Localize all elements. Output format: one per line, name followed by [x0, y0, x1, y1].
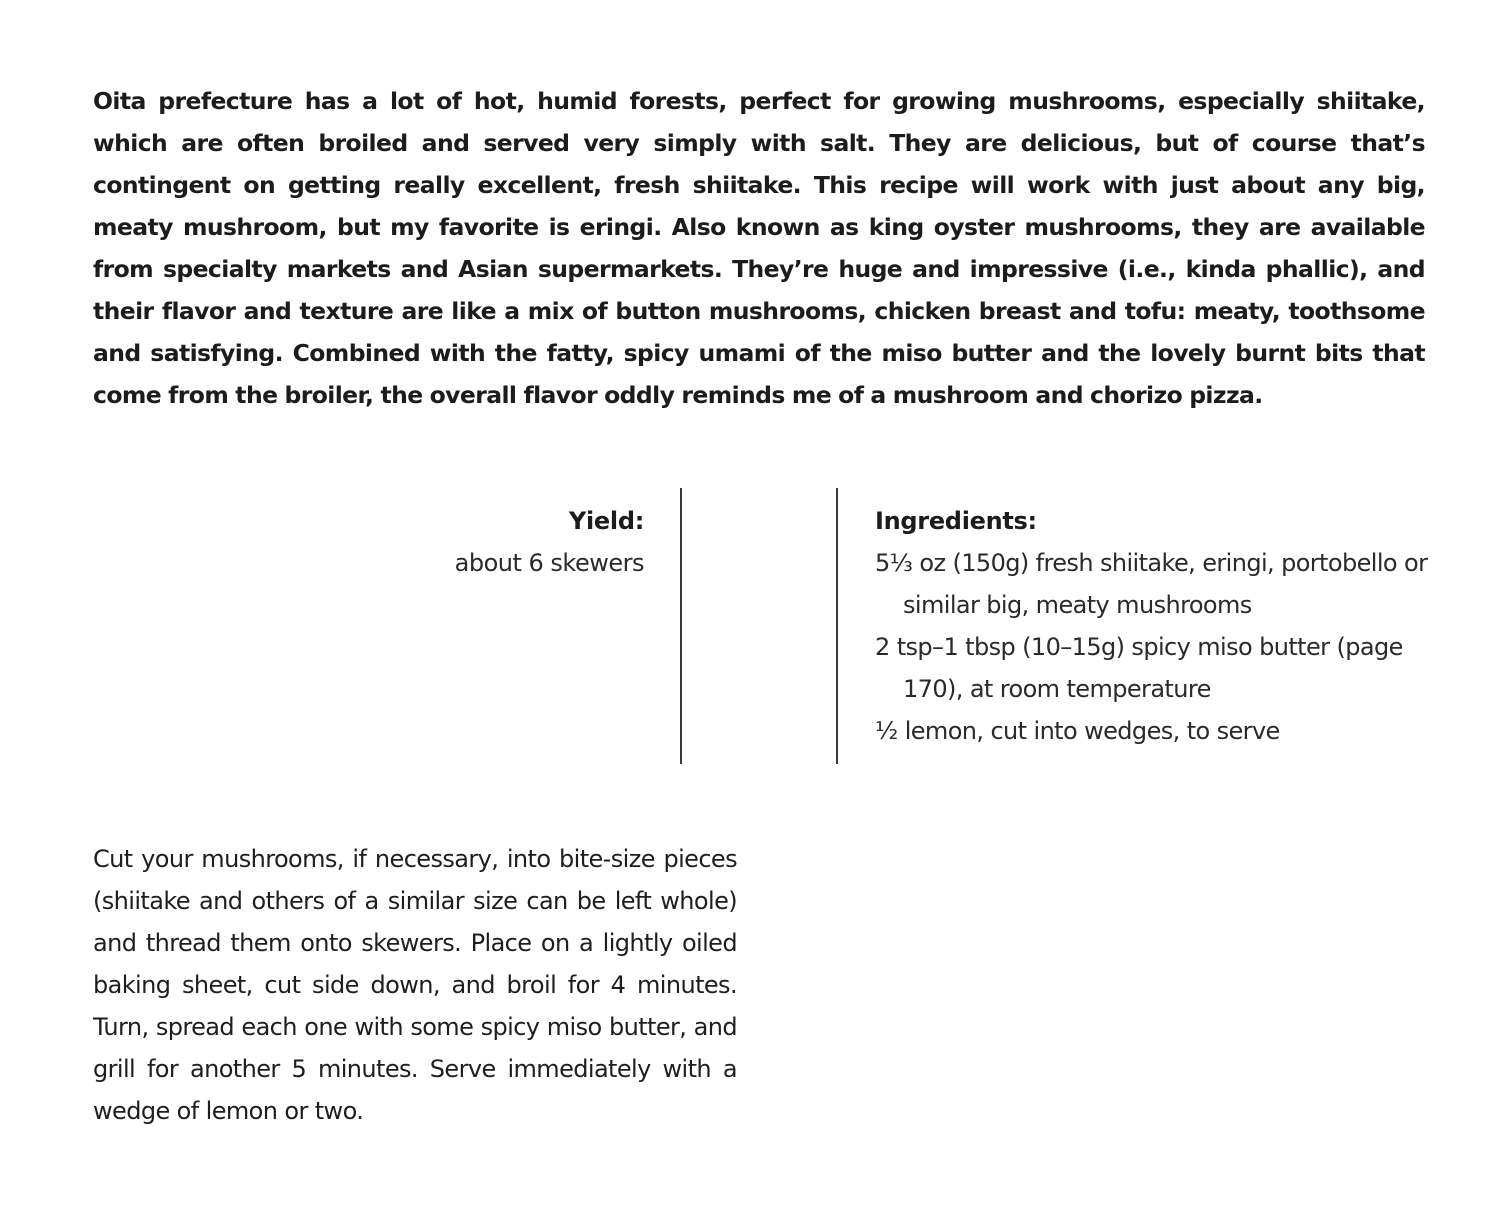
- method-paragraph: Cut your mushrooms, if necessary, into bite-size pieces (shiitake and others of a similar size can be left whole) and thread them onto skewers. Place on a lightly oiled baking sheet, cut side down, and broil for 4 minutes. Turn, spread each one with some spicy miso butter, and grill for another 5 minutes. Serve immediately with a wedge of lemon or two.: [93, 845, 737, 1125]
- ingredients-label: Ingredients:: [875, 507, 1037, 535]
- ingredients-block: [875, 500, 1435, 752]
- ingredient-list: [875, 542, 1435, 752]
- ingredient-item-mushrooms: 5⅓ oz (150g) fresh shiitake, eringi, portobello or similar big, meaty mushrooms: [875, 549, 1428, 619]
- ingredient-item-miso-butter: 2 tsp–1 tbsp (10–15g) spicy miso butter (page 170), at room temperature: [875, 633, 1403, 703]
- yield-block: [455, 500, 644, 584]
- left-divider: [680, 488, 682, 764]
- right-divider: [836, 488, 838, 764]
- intro-paragraph: Oita prefecture has a lot of hot, humid forests, perfect for growing mushrooms, especially shiitake, which are often broiled and served very simply with salt. They are delicious, but of course that’s contingent on getting really excellent, fresh shiitake. This recipe will work with just about any big, meaty mushroom, but my favorite is eringi. Also known as king oyster mushrooms, they are available from specialty markets and Asian supermarkets. They’re huge and impressive (i.e., kinda phallic), and their flavor and texture are like a mix of button mushrooms, chicken breast and tofu: meaty, toothsome and satisfying. Combined with the fatty, spicy umami of the miso butter and the lovely burnt bits that come from the broiler, the overall flavor oddly reminds me of a mushroom and chorizo pizza.: [93, 87, 1425, 409]
- ingredient-item-lemon: ½ lemon, cut into wedges, to serve: [875, 717, 1280, 745]
- yield-label: Yield:: [568, 507, 644, 535]
- yield-value: about 6 skewers: [454, 549, 644, 577]
